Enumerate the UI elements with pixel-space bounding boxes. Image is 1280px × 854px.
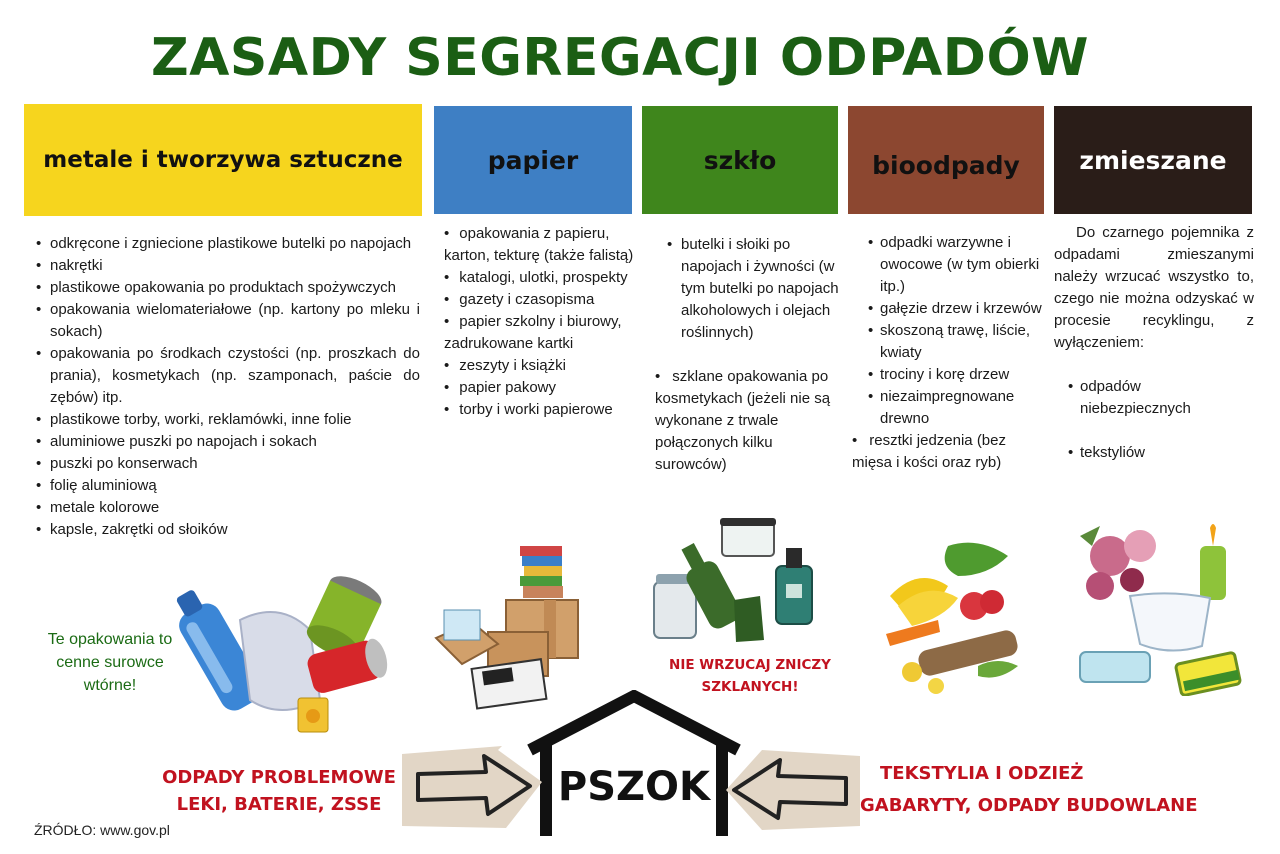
list-item: • metale kolorowe bbox=[36, 497, 420, 519]
list-item: • plastikowe opakowania po produktach spożywczych bbox=[36, 277, 420, 299]
pszok-label: PSZOK bbox=[557, 764, 711, 810]
list-item: • resztki jedzenia (bez mięsa i kości oraz ryb) bbox=[852, 430, 1042, 474]
list-item: • katalogi, ulotki, prospekty bbox=[444, 267, 634, 289]
pszok-left-line1: ODPADY PROBLEMOWE bbox=[162, 767, 396, 788]
header-papier bbox=[434, 106, 632, 214]
list-item: • aluminiowe puszki po napojach i sokach bbox=[36, 431, 420, 453]
zmieszane-text bbox=[1054, 222, 1254, 486]
header-szklo-label: szkło bbox=[703, 145, 777, 175]
list-item: • trociny i korę drzew bbox=[852, 364, 1042, 386]
header-metale-label: metale i tworzywa sztuczne bbox=[43, 147, 403, 173]
books-boxes-icon bbox=[428, 540, 598, 715]
list-item: • gazety i czasopisma bbox=[444, 289, 634, 311]
list-item: • gałęzie drzew i krzewów bbox=[852, 298, 1042, 320]
list-item: • kapsle, zakrętki od słoików bbox=[36, 519, 420, 541]
list-item: • tekstyliów bbox=[1054, 442, 1254, 464]
header-metale bbox=[24, 104, 422, 216]
pszok-left-text bbox=[150, 764, 408, 818]
zmieszane-intro: Do czarnego pojemnika z odpadami zmieszanymi należy wrzucać wszystko to, czego nie można odzyskać w procesie recyklingu, z wyłączeniem: bbox=[1054, 224, 1254, 351]
glass-jars-bottles-icon bbox=[650, 512, 820, 652]
list-item: • papier pakowy bbox=[444, 377, 634, 399]
list-item: • papier szkolny i biurowy, zadrukowane kartki bbox=[444, 311, 634, 355]
header-bioodpady-label: bioodpady bbox=[872, 150, 1020, 180]
source-label: ŹRÓDŁO: www.gov.pl bbox=[34, 822, 170, 838]
flowers-diaper-candle-icon bbox=[1070, 516, 1250, 696]
list-item: • odpadów niebezpiecznych bbox=[1054, 376, 1254, 420]
header-bioodpady bbox=[848, 106, 1044, 214]
list-item: • opakowania wielomateriałowe (np. kartony po mleku i sokach) bbox=[36, 299, 420, 343]
szklo-list bbox=[655, 234, 841, 476]
header-zmieszane bbox=[1054, 106, 1252, 214]
pszok-house-icon bbox=[524, 690, 746, 840]
bioodpady-list bbox=[852, 232, 1042, 474]
list-item: • torby i worki papierowe bbox=[444, 399, 634, 421]
pszok-right-line2: GABARYTY, ODPADY BUDOWLANE bbox=[860, 795, 1198, 816]
fruits-vegetables-icon bbox=[878, 536, 1038, 706]
pszok-left-line2: LEKI, BATERIE, ZSSE bbox=[176, 794, 382, 815]
list-item: • niezaimpregnowane drewno bbox=[852, 386, 1042, 430]
list-item: • odpadki warzywne i owocowe (w tym obierki itp.) bbox=[852, 232, 1042, 298]
header-szklo bbox=[642, 106, 838, 214]
list-item: • butelki i słoiki po napojach i żywności (w tym butelki po napojach alkoholowych i olejach roślinnych) bbox=[655, 234, 841, 344]
znicze-warning: NIE WRZUCAJ ZNICZY SZKLANYCH! bbox=[669, 657, 831, 695]
recycling-note: Te opakowania to cenne surowce wtórne! bbox=[47, 631, 173, 694]
plastic-bottle-can-icons bbox=[160, 560, 400, 735]
list-item: • plastikowe torby, worki, reklamówki, inne folie bbox=[36, 409, 420, 431]
arrow-left-icon bbox=[726, 750, 860, 830]
list-item: • opakowania z papieru, karton, tekturę (także falistą) bbox=[444, 223, 634, 267]
list-item: • nakrętki bbox=[36, 255, 420, 277]
pszok-right-line1: TEKSTYLIA I ODZIEŻ bbox=[880, 763, 1084, 784]
arrow-right-icon bbox=[402, 746, 542, 830]
list-item: • puszki po konserwach bbox=[36, 453, 420, 475]
list-item: • odkręcone i zgniecione plastikowe butelki po napojach bbox=[36, 233, 420, 255]
list-item: • skoszoną trawę, liście, kwiaty bbox=[852, 320, 1042, 364]
header-zmieszane-label: zmieszane bbox=[1079, 145, 1227, 175]
list-item: • zeszyty i książki bbox=[444, 355, 634, 377]
papier-list bbox=[444, 223, 634, 421]
header-papier-label: papier bbox=[487, 145, 579, 175]
list-item: • folię aluminiową bbox=[36, 475, 420, 497]
list-item: • szklane opakowania po kosmetykach (jeżeli nie są wykonane z trwale połączonych kilku surowców) bbox=[655, 366, 841, 476]
page-title: ZASADY SEGREGACJI ODPADÓW bbox=[150, 28, 1090, 88]
list-item: • opakowania po środkach czystości (np. proszkach do prania), kosmetykach (np. szamponach, paście do zębów) itp. bbox=[36, 343, 420, 409]
metale-list bbox=[36, 233, 420, 541]
